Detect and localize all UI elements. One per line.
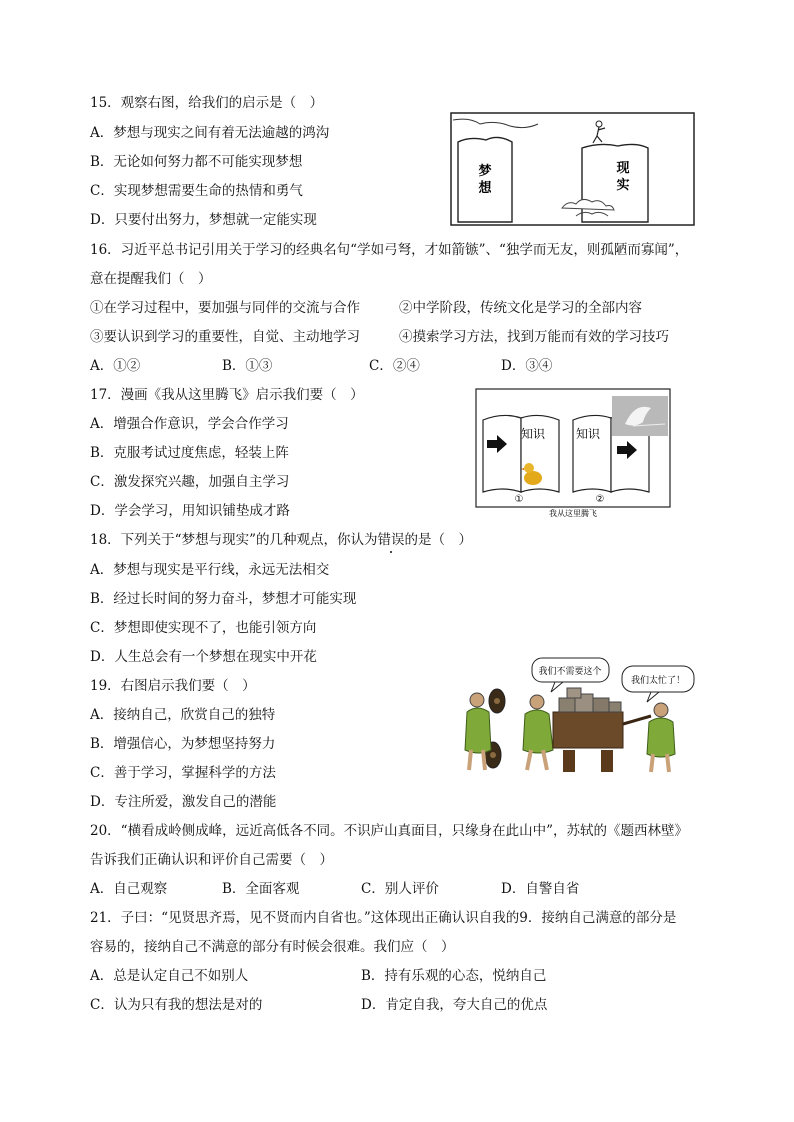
q16-option-d: D．③④ xyxy=(501,358,553,374)
q20-stem-line1: 20．“横看成岭侧成峰，远近高低各不同。不识庐山真面目，只缘身在此山中”，苏轼的《题西林壁》 xyxy=(90,823,688,839)
knowledge-flight-cartoon xyxy=(475,388,671,518)
q18-stem-pre: 18．下列关于“梦想与现实”的几种观点，你认为 xyxy=(90,532,378,548)
q20-option-b: B．全面客观 xyxy=(222,881,300,897)
q16-option-a: A．①② xyxy=(90,358,141,374)
label-dream-2: 想 xyxy=(478,181,492,196)
q21-option-d: D．肯定自我，夸大自己的优点 xyxy=(361,997,548,1013)
q20-option-a: A．自己观察 xyxy=(90,881,168,897)
q19-option-b: B．增强信心，为梦想坚持努力 xyxy=(90,736,276,752)
q17-stem: 17．漫画《我从这里腾飞》启示我们要（ ） xyxy=(90,387,364,403)
bubble-no-need: 我们不需要这个 xyxy=(538,667,602,677)
q19-stem: 19．右图启示我们要（ ） xyxy=(90,678,256,694)
q15-option-b: B．无论如何努力都不可能实现梦想 xyxy=(90,154,303,170)
label-reality-1: 现 xyxy=(616,161,630,176)
q17-option-c: C．激发探究兴趣，加强自主学习 xyxy=(90,474,290,490)
q16-stem-line1: 16．习近平总书记引用关于学习的经典名句“学如弓弩，才如箭镞”、“独学而无友，则孤陋而寡闻”， xyxy=(90,242,689,258)
q16-statement-4: ④摸索学习方法，找到万能而有效的学习技巧 xyxy=(399,329,669,345)
q17-option-b: B．克服考试过度焦虑，轻装上阵 xyxy=(90,445,289,461)
q17-option-a: A．增强合作意识，学会合作学习 xyxy=(90,416,289,432)
q20-stem-line2: 告诉我们正确认识和评价自己需要（ ） xyxy=(90,852,333,868)
q16-option-c: C．②④ xyxy=(369,358,420,374)
q21-option-a: A．总是认定自己不如别人 xyxy=(90,968,249,984)
label-reality-2: 实 xyxy=(616,178,630,193)
q18-stem-post: 的是（ ） xyxy=(404,532,472,548)
book2-label: 知识 xyxy=(575,427,601,441)
q15-option-d: D．只要付出努力，梦想就一定能实现 xyxy=(90,212,317,228)
q17-option-d: D．学会学习，用知识铺垫成才路 xyxy=(90,503,290,519)
q18-option-d: D．人生总会有一个梦想在现实中开花 xyxy=(90,649,317,665)
q16-stem-line2: 意在提醒我们（ ） xyxy=(90,271,212,287)
q16-option-b: B．①③ xyxy=(222,358,273,374)
q16-statement-3: ③要认识到学习的重要性，自觉、主动地学习 xyxy=(90,329,360,345)
q18-option-c: C．梦想即使实现不了，也能引领方向 xyxy=(90,620,317,636)
figure-num-2: ② xyxy=(595,494,605,505)
q16-statement-2: ②中学阶段，传统文化是学习的全部内容 xyxy=(399,300,642,316)
q21-option-b: B．持有乐观的心态，悦纳自己 xyxy=(361,968,547,984)
figure-num-1: ① xyxy=(514,494,524,505)
q20-option-c: C．别人评价 xyxy=(361,881,439,897)
q18-option-b: B．经过长时间的努力奋斗，梦想才可能实现 xyxy=(90,591,357,607)
q19-option-c: C．善于学习，掌握科学的方法 xyxy=(90,765,276,781)
book1-label: 知识 xyxy=(520,427,546,441)
bubble-too-busy: 我们太忙了！ xyxy=(630,676,686,686)
q19-option-d: D．专注所爱，激发自己的潜能 xyxy=(90,794,277,810)
q18-stem-emphasis: 错误 xyxy=(377,532,405,548)
q21-option-c: C．认为只有我的想法是对的 xyxy=(90,997,263,1013)
q18-option-a: A．梦想与现实是平行线，永远无法相交 xyxy=(90,562,330,578)
figure-caption: 我从这里腾飞 xyxy=(549,509,597,518)
q21-stem-line1: 21．子曰：“见贤思齐焉，见不贤而内自省也。”这体现出正确认识自我的9．接纳自己满意的部分是 xyxy=(90,910,677,926)
q21-stem-line2: 容易的，接纳自己不满意的部分有时候会很难。我们应（ ） xyxy=(90,939,455,955)
q15-option-c: C．实现梦想需要生命的热情和勇气 xyxy=(90,183,303,199)
q16-statement-1: ①在学习过程中，要加强与同伴的交流与合作 xyxy=(90,300,360,316)
cavemen-wheel-cartoon xyxy=(455,654,705,778)
q20-option-d: D．自警自省 xyxy=(501,881,580,897)
label-dream-1: 梦 xyxy=(478,164,492,179)
q19-option-a: A．接纳自己，欣赏自己的独特 xyxy=(90,707,276,723)
q15-option-a: A．梦想与现实之间有着无法逾越的鸿沟 xyxy=(90,125,330,141)
q15-stem: 15．观察右图，给我们的启示是（ ） xyxy=(90,95,324,111)
q18-stem xyxy=(90,531,472,549)
dream-reality-cartoon xyxy=(450,112,695,226)
